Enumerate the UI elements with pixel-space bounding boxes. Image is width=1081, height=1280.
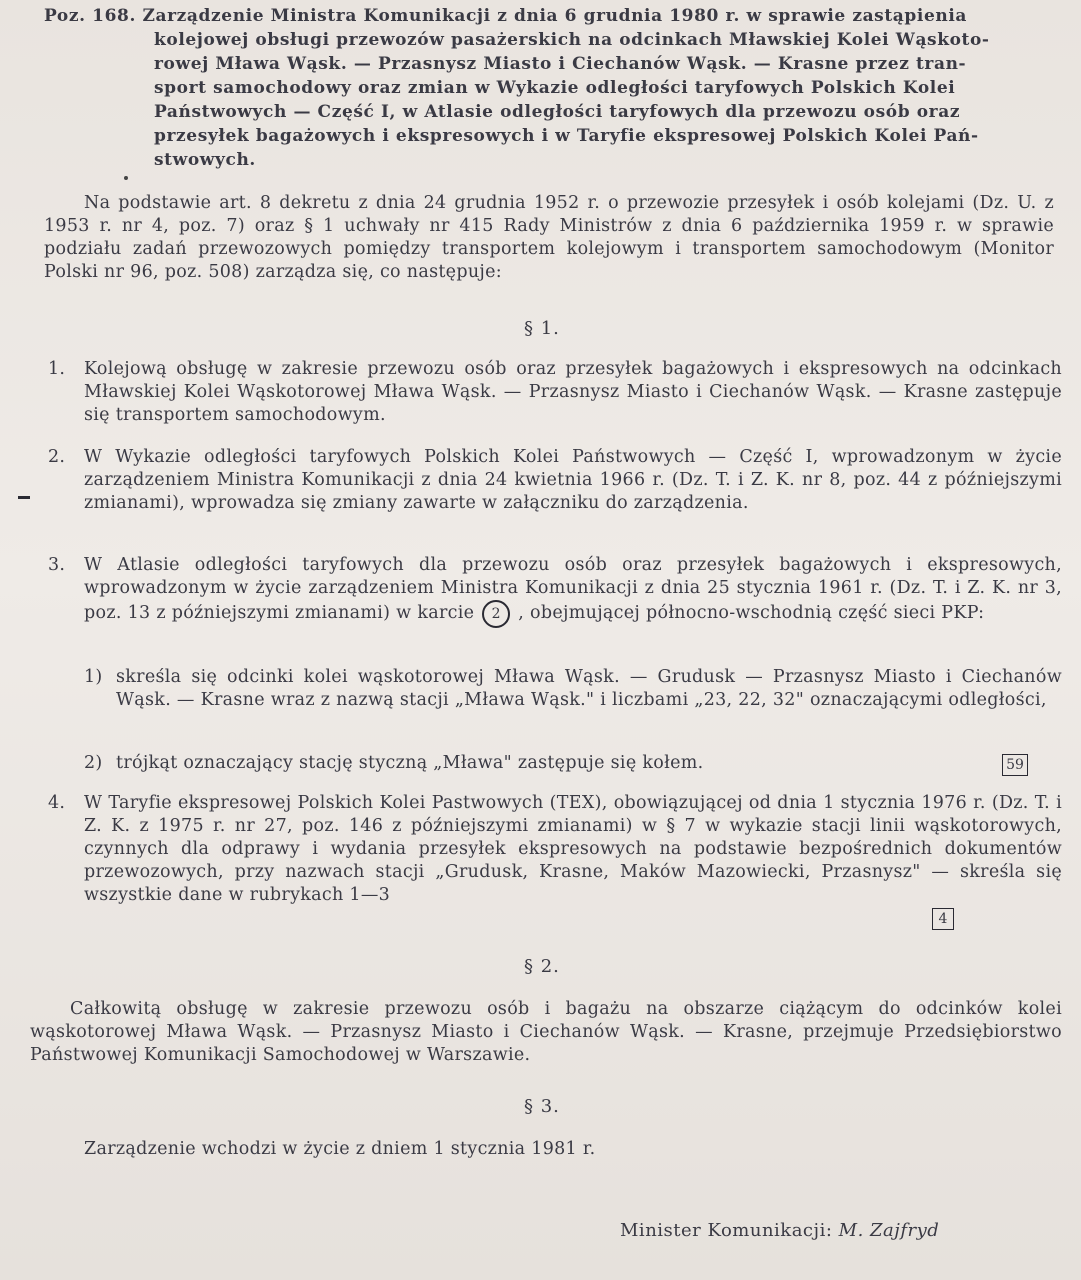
header-title-line: przesyłek bagażowych i ekspresowych i w Taryfie ekspresowej Polskich Kolei Pań- xyxy=(154,126,979,146)
sub-item-2 xyxy=(84,752,1062,775)
ordinance-header xyxy=(44,4,1044,172)
item-number: 1. xyxy=(48,359,66,379)
header-title-line: Państwowych — Część I, w Atlasie odległości taryfowych dla przewozu osób oraz xyxy=(154,102,961,122)
signature-role: Minister Komunikacji: xyxy=(620,1220,833,1241)
item-text: W Taryfie ekspresowej Polskich Kolei Pastwowych (TEX), obowiązującej od dnia 1 stycznia 1976 r. (Dz. T. i Z. K. z 1975 r. nr 27, poz. 146 z późniejszymi zmianami) w § 7 w wykazie stacji linii wąskotorowych, czynnych dla odprawy i wydania przesyłek ekspresowych na podstawie bezpośrednich dokumentów przewozowych, przy nazwach stacji „Grudusk, Krasne, Maków Mazowiecki, Przasnysz" — skreśla się wszystkie dane w rubrykach 1—3 xyxy=(84,793,1062,905)
sub-item-number: 1) xyxy=(84,667,103,687)
item-text: W Wykazie odległości taryfowych Polskich Kolei Państwowych — Część I, wprowadzonym w życie zarządzeniem Ministra Komunikacji z dnia 24 kwietnia 1966 r. (Dz. T. i Z. K. nr 8, poz. 44 z późniejszymi zmianami), wprowadza się zmiany zawarte w załączniku do zarządzenia. xyxy=(84,447,1062,513)
header-title-line: kolejowej obsługi przewozów pasażerskich na odcinkach Mławskiej Kolei Wąskoto- xyxy=(154,30,990,50)
header-title-line: stwowych. xyxy=(154,150,256,170)
item-number: 3. xyxy=(48,555,66,575)
margin-dash xyxy=(18,496,30,499)
preamble: Na podstawie art. 8 dekretu z dnia 24 grudnia 1952 r. o przewozie przesyłek i osób kolejami (Dz. U. z 1953 r. nr 4, poz. 7) oraz § 1 uchwały nr 415 Rady Ministrów z dnia 6 października 1959 r. w sprawie podziału zadań przewozowych pomiędzy transportem kolejowym i transportem samochodowym (Monitor Polski nr 96, poz. 508) zarządza się, co następuje: xyxy=(44,193,1054,282)
header-title-line: rowej Mława Wąsk. — Przasnysz Miasto i Ciechanów Wąsk. — Krasne przez tran- xyxy=(154,54,967,74)
ink-dot xyxy=(124,176,128,180)
item-number: 2. xyxy=(48,447,66,467)
list-item-2 xyxy=(48,446,1062,515)
section-2-sign: § 2. xyxy=(524,956,560,977)
map-card-circle-ref: 2 xyxy=(482,600,510,628)
header-title-line: sport samochodowy oraz zmian w Wykazie odległości taryfowych Polskich Kolei xyxy=(154,78,956,98)
position-label: Poz. 168. xyxy=(44,6,136,26)
sub-item-1 xyxy=(84,666,1062,712)
list-item-1 xyxy=(48,358,1062,427)
list-item-4 xyxy=(48,792,1062,907)
signature xyxy=(620,1220,1040,1241)
item-text: Kolejową obsługę w zakresie przewozu osób oraz przesyłek bagażowych i ekspresowych na odcinkach Mławskiej Kolei Wąskotorowej Mława Wąsk. — Przasnysz Miasto i Ciechanów Wąsk. — Krasne zastępuje się transportem samochodowym. xyxy=(84,359,1062,425)
section-2-text: Całkowitą obsługę w zakresie przewozu osób i bagażu na obszarze ciążącym do odcinków kolei wąskotorowej Mława Wąsk. — Przasnysz Miasto i Ciechanów Wąsk. — Krasne, przejmuje Przedsiębiorstwo Państwowej Komunikacji Samochodowej w Warszawie. xyxy=(30,999,1062,1065)
signature-name: M. Zajfryd xyxy=(838,1220,940,1241)
list-item-3 xyxy=(48,554,1062,628)
page-ref-box-4: 4 xyxy=(932,908,954,930)
section-1-sign: § 1. xyxy=(524,318,560,339)
sub-item-text: skreśla się odcinki kolei wąskotorowej Mława Wąsk. — Grudusk — Przasnysz Miasto i Ciechanów Wąsk. — Krasne wraz z nazwą stacji „Mława Wąsk." i liczbami „23, 22, 32" oznaczającymi odległości, xyxy=(116,667,1062,710)
item-text-continued: , obejmującej północno-wschodnią część sieci PKP: xyxy=(518,603,985,623)
header-title-line: Zarządzenie Ministra Komunikacji z dnia 6 grudnia 1980 r. w sprawie zastąpienia xyxy=(142,6,968,26)
item-text: W Atlasie odległości taryfowych dla przewozu osób oraz przesyłek bagażowych i ekspresowych, wprowadzonym w życie zarządzeniem Ministra Komunikacji z dnia 25 stycznia 1961 r. (Dz. T. i Z. K. nr 3, poz. 13 z późniejszymi zmianami) w karcie xyxy=(84,555,1062,623)
item-number: 4. xyxy=(48,793,66,813)
page-ref-box-59: 59 xyxy=(1002,754,1028,776)
sub-item-text: trójkąt oznaczający stację styczną „Mława" zastępuje się kołem. xyxy=(116,753,704,773)
section-3-text: Zarządzenie wchodzi w życie z dniem 1 stycznia 1981 r. xyxy=(84,1139,596,1159)
sub-item-number: 2) xyxy=(84,753,103,773)
section-3-sign: § 3. xyxy=(524,1096,560,1117)
